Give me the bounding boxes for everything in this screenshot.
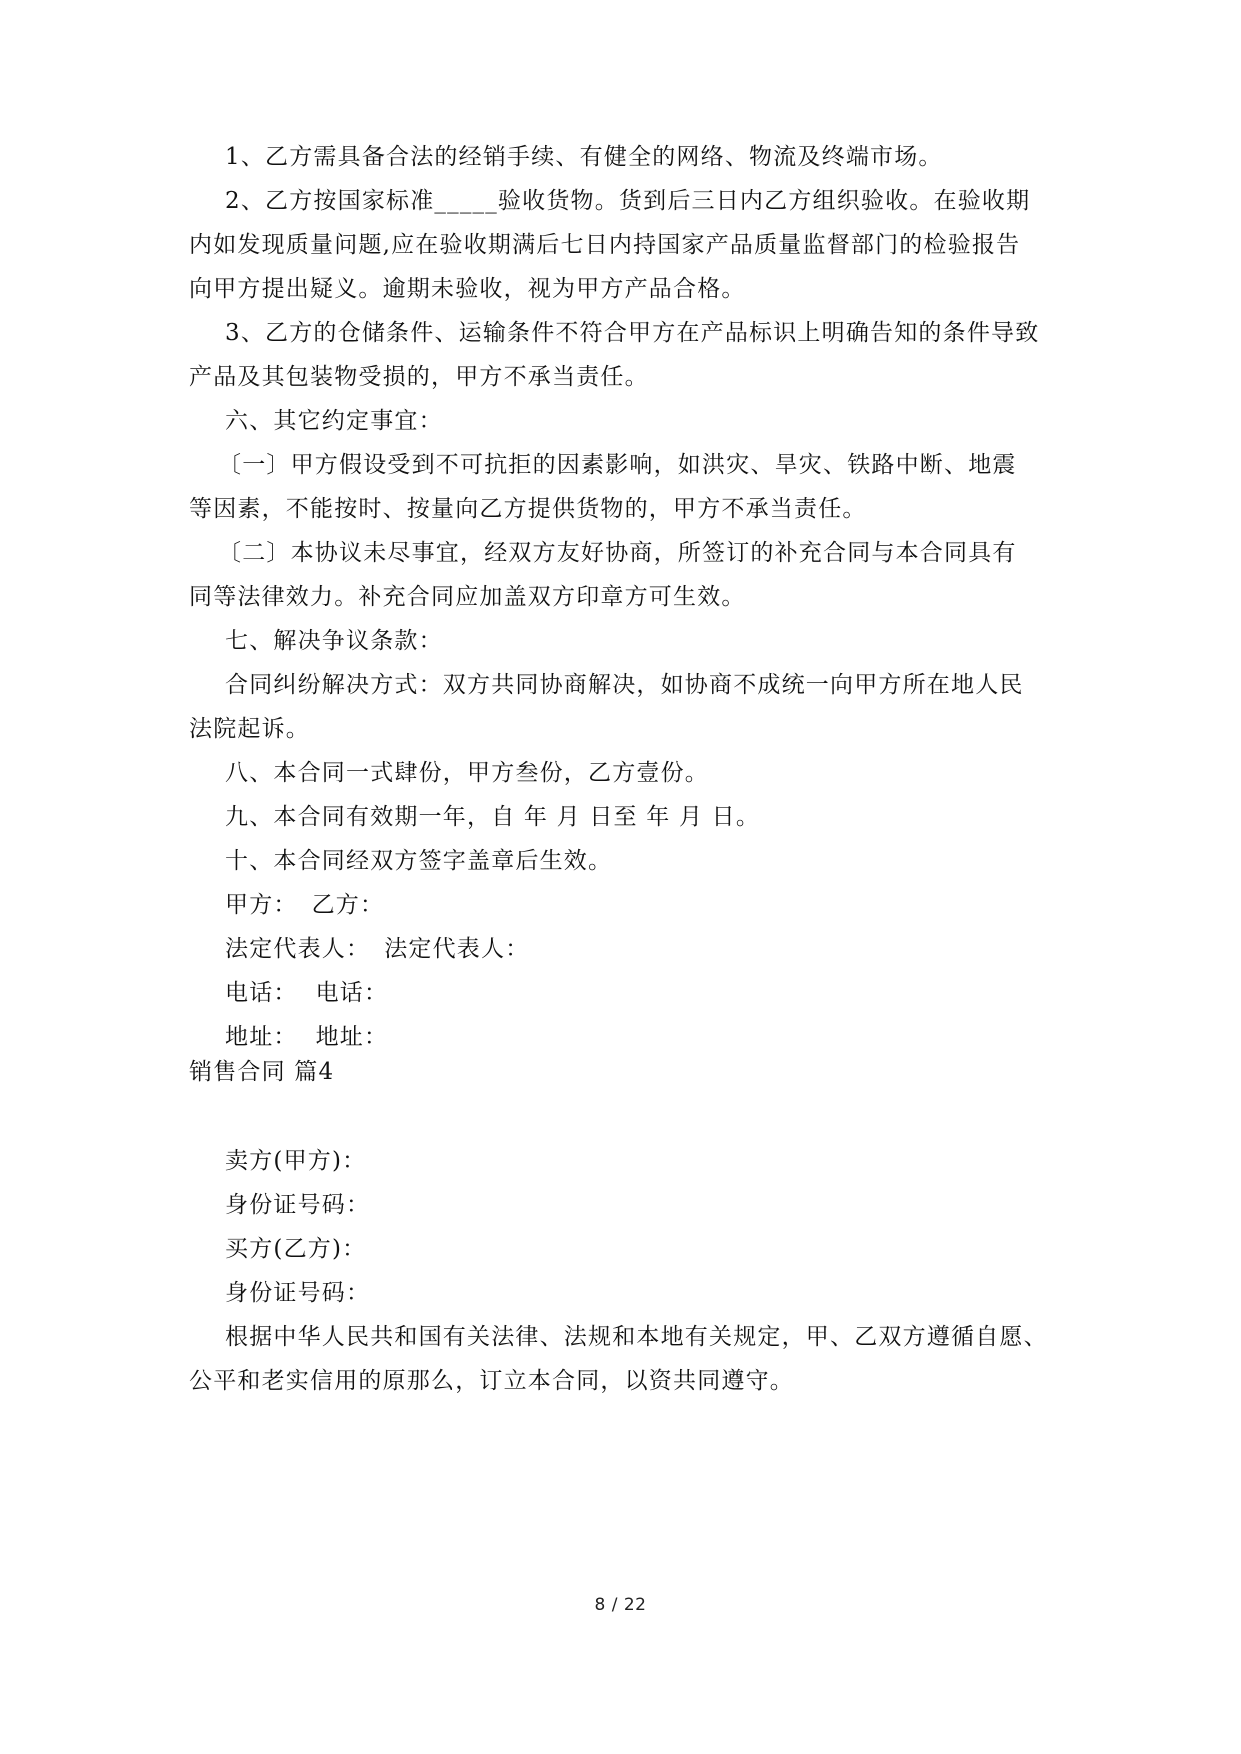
buyer-label: 买方(乙方)： xyxy=(225,1236,367,1262)
address-a-label: 地址： xyxy=(225,1024,298,1050)
phone-b-label: 电话： xyxy=(315,980,389,1006)
signature-phone-row xyxy=(225,978,1105,1008)
section-title: 销售合同 篇4 xyxy=(189,1059,335,1085)
party-a-label: 甲方： xyxy=(225,892,298,918)
preamble-text: 公平和老实信用的原那么，订立本合同，以资共同遵守。 xyxy=(189,1368,794,1394)
page-indicator: 8 / 22 xyxy=(594,1595,647,1615)
section-heading: 六、其它约定事宜： xyxy=(225,408,443,434)
address-b-label: 地址： xyxy=(315,1024,389,1050)
clause-text: 〔一〕甲方假设受到不可抗拒的因素影响，如洪灾、旱灾、铁路中断、地震 xyxy=(218,452,1017,478)
seller-label: 卖方(甲方)： xyxy=(225,1148,367,1174)
clause-text: 九、本合同有效期一年，自 年 月 日至 年 月 日。 xyxy=(225,804,761,830)
clause-text: 内如发现质量问题,应在验收期满后七日内持国家产品质量监督部门的检验报告 xyxy=(189,232,1021,258)
rep-a-label: 法定代表人： xyxy=(225,936,371,962)
phone-a-label: 电话： xyxy=(225,980,298,1006)
signature-rep-row xyxy=(225,934,1105,964)
clause-text: 合同纠纷解决方式：双方共同协商解决，如协商不成统一向甲方所在地人民 xyxy=(225,672,1024,698)
signature-address-row xyxy=(225,1022,1105,1052)
preamble-text: 根据中华人民共和国有关法律、法规和本地有关规定，甲、乙双方遵循自愿、 xyxy=(225,1324,1048,1350)
clause-text: 法院起诉。 xyxy=(189,716,310,742)
clause-text: 同等法律效力。补充合同应加盖双方印章方可生效。 xyxy=(189,584,746,610)
clause-text: 产品及其包装物受损的，甲方不承当责任。 xyxy=(189,364,649,390)
signature-party-row xyxy=(225,890,1105,920)
clause-text: 向甲方提出疑义。逾期未验收，视为甲方产品合格。 xyxy=(189,276,746,302)
clause-text: 十、本合同经双方签字盖章后生效。 xyxy=(225,848,613,874)
clause-text: 〔二〕本协议未尽事宜，经双方友好协商，所签订的补充合同与本合同具有 xyxy=(218,540,1017,566)
seller-id-label: 身份证号码： xyxy=(225,1192,371,1218)
rep-b-label: 法定代表人： xyxy=(384,936,530,962)
clause-text: 3、乙方的仓储条件、运输条件不符合甲方在产品标识上明确告知的条件导致 xyxy=(225,320,1040,346)
clause-text: 八、本合同一式肆份，甲方叁份，乙方壹份。 xyxy=(225,760,709,786)
buyer-id-label: 身份证号码： xyxy=(225,1280,371,1306)
clause-text: 1、乙方需具备合法的经销手续、有健全的网络、物流及终端市场。 xyxy=(225,144,943,170)
section-heading: 七、解决争议条款： xyxy=(225,628,443,654)
clause-text: 等因素，不能按时、按量向乙方提供货物的，甲方不承当责任。 xyxy=(189,496,867,522)
clause-text: 2、乙方按国家标准_____验收货物。货到后三日内乙方组织验收。在验收期 xyxy=(225,188,1031,214)
party-b-label: 乙方： xyxy=(311,892,385,918)
